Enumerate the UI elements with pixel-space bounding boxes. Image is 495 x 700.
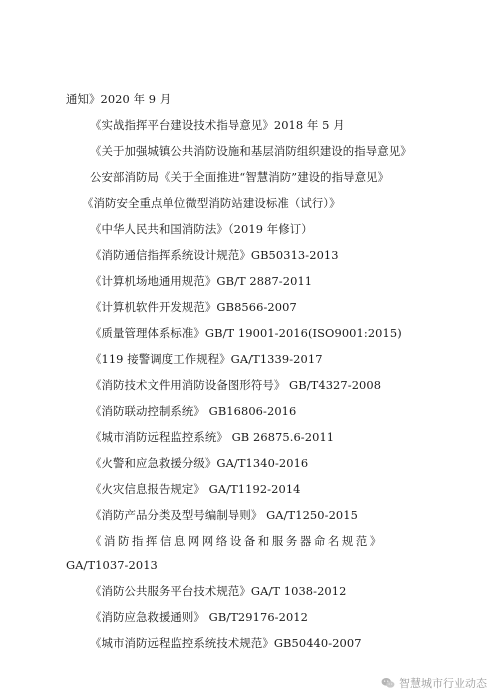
text-line: 《计算机软件开发规范》GB8566-2007 [90, 300, 297, 314]
text-line: 《消防应急救援通则》 GB/T29176-2012 [90, 610, 309, 624]
text-line: 《火灾信息报告规定》 GA/T1192-2014 [90, 482, 301, 496]
text-line: 《消防公共服务平台技术规范》GA/T 1038-2012 [90, 584, 347, 598]
text-line: 《消防安全重点单位微型消防站建设标准（试行）》 [82, 196, 341, 210]
text-line: 《计算机场地通用规范》GB/T 2887-2011 [90, 274, 313, 288]
text-line: 《119 接警调度工作规程》GA/T1339-2017 [90, 352, 323, 366]
text-line: 《消防联动控制系统》 GB16806-2016 [90, 404, 297, 418]
text-line: 《火警和应急救援分级》GA/T1340-2016 [90, 456, 309, 470]
text-line: 《关于加强城镇公共消防设施和基层消防组织建设的指导意见》 [90, 144, 412, 158]
text-line: 公安部消防局《关于全面推进“智慧消防”建设的指导意见》 [90, 170, 390, 184]
text-line: 《质量管理体系标准》GB/T 19001-2016(ISO9001:2015) [90, 326, 402, 340]
watermark [381, 675, 487, 691]
watermark-text: 智慧城市行业动态 [399, 677, 487, 690]
text-line: 《消防指挥信息网网络设备和服务器命名规范》 [90, 534, 384, 548]
wechat-icon [381, 677, 395, 689]
text-line: 《实战指挥平台建设技术指导意见》2018 年 5 月 [90, 118, 345, 132]
text-line: 《城市消防远程监控系统技术规范》GB50440-2007 [90, 636, 362, 650]
text-line: 《中华人民共和国消防法》（2019 年修订） [90, 222, 313, 236]
text-line: 通知》2020 年 9 月 [66, 92, 172, 106]
text-line: 《消防技术文件用消防设备图形符号》 GB/T4327-2008 [90, 378, 382, 392]
text-line: 《城市消防远程监控系统》 GB 26875.6-2011 [90, 430, 335, 444]
text-line: 《消防通信指挥系统设计规范》GB50313-2013 [90, 248, 339, 262]
text-line: GA/T1037-2013 [66, 558, 158, 572]
text-line: 《消防产品分类及型号编制导则》 GA/T1250-2015 [90, 508, 358, 522]
